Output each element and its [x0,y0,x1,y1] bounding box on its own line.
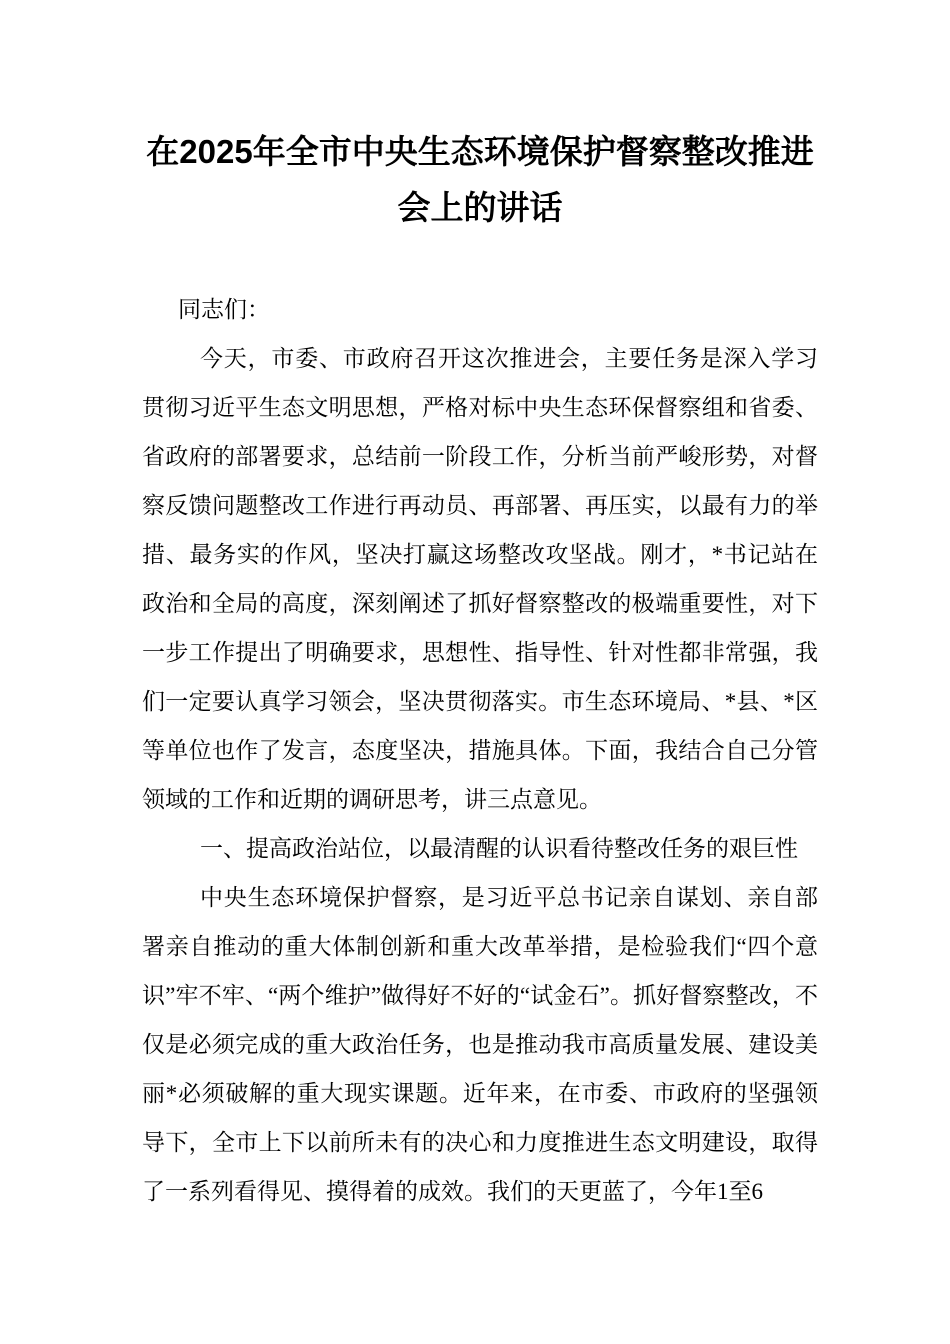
intro-paragraph: 今天，市委、市政府召开这次推进会，主要任务是深入学习贯彻习近平生态文明思想，严格对标中央生态环保督察组和省委、省政府的部署要求，总结前一阶段工作，分析当前严峻形势，对督察反馈问题整改工作进行再动员、再部署、再压实，以最有力的举措、最务实的作风，坚决打赢这场整改攻坚战。刚才，*书记站在政治和全局的高度，深刻阐述了抓好督察整改的极端重要性，对下一步工作提出了明确要求，思想性、指导性、针对性都非常强，我们一定要认真学习领会，坚决贯彻落实。市生态环境局、*县、*区等单位也作了发言，态度坚决，措施具体。下面，我结合自己分管领域的工作和近期的调研思考，讲三点意见。 [142,346,818,812]
section-1-paragraph: 中央生态环境保护督察，是习近平总书记亲自谋划、亲自部署亲自推动的重大体制创新和重大改革举措，是检验我们“四个意识”牢不牢、“两个维护”做得好不好的“试金石”。抓好督察整改，不仅是必须完成的重大政治任务，也是推动我市高质量发展、建设美丽*必须破解的重大现实课题。近年来，在市委、市政府的坚强领导下，全市上下以前所未有的决心和力度推进生态文明建设，取得了一系列看得见、摸得着的成效。我们的天更蓝了，今年1至6 [142,885,818,1204]
section-heading-1: 一、提高政治站位，以最清醒的认识看待整改任务的艰巨性 [200,836,798,861]
document-title: 在2025年全市中央生态环境保护督察整改推进会上的讲话 [146,133,814,226]
document-body [142,285,818,1216]
salutation-paragraph: 同志们： [178,297,270,322]
document-content [142,124,818,1216]
